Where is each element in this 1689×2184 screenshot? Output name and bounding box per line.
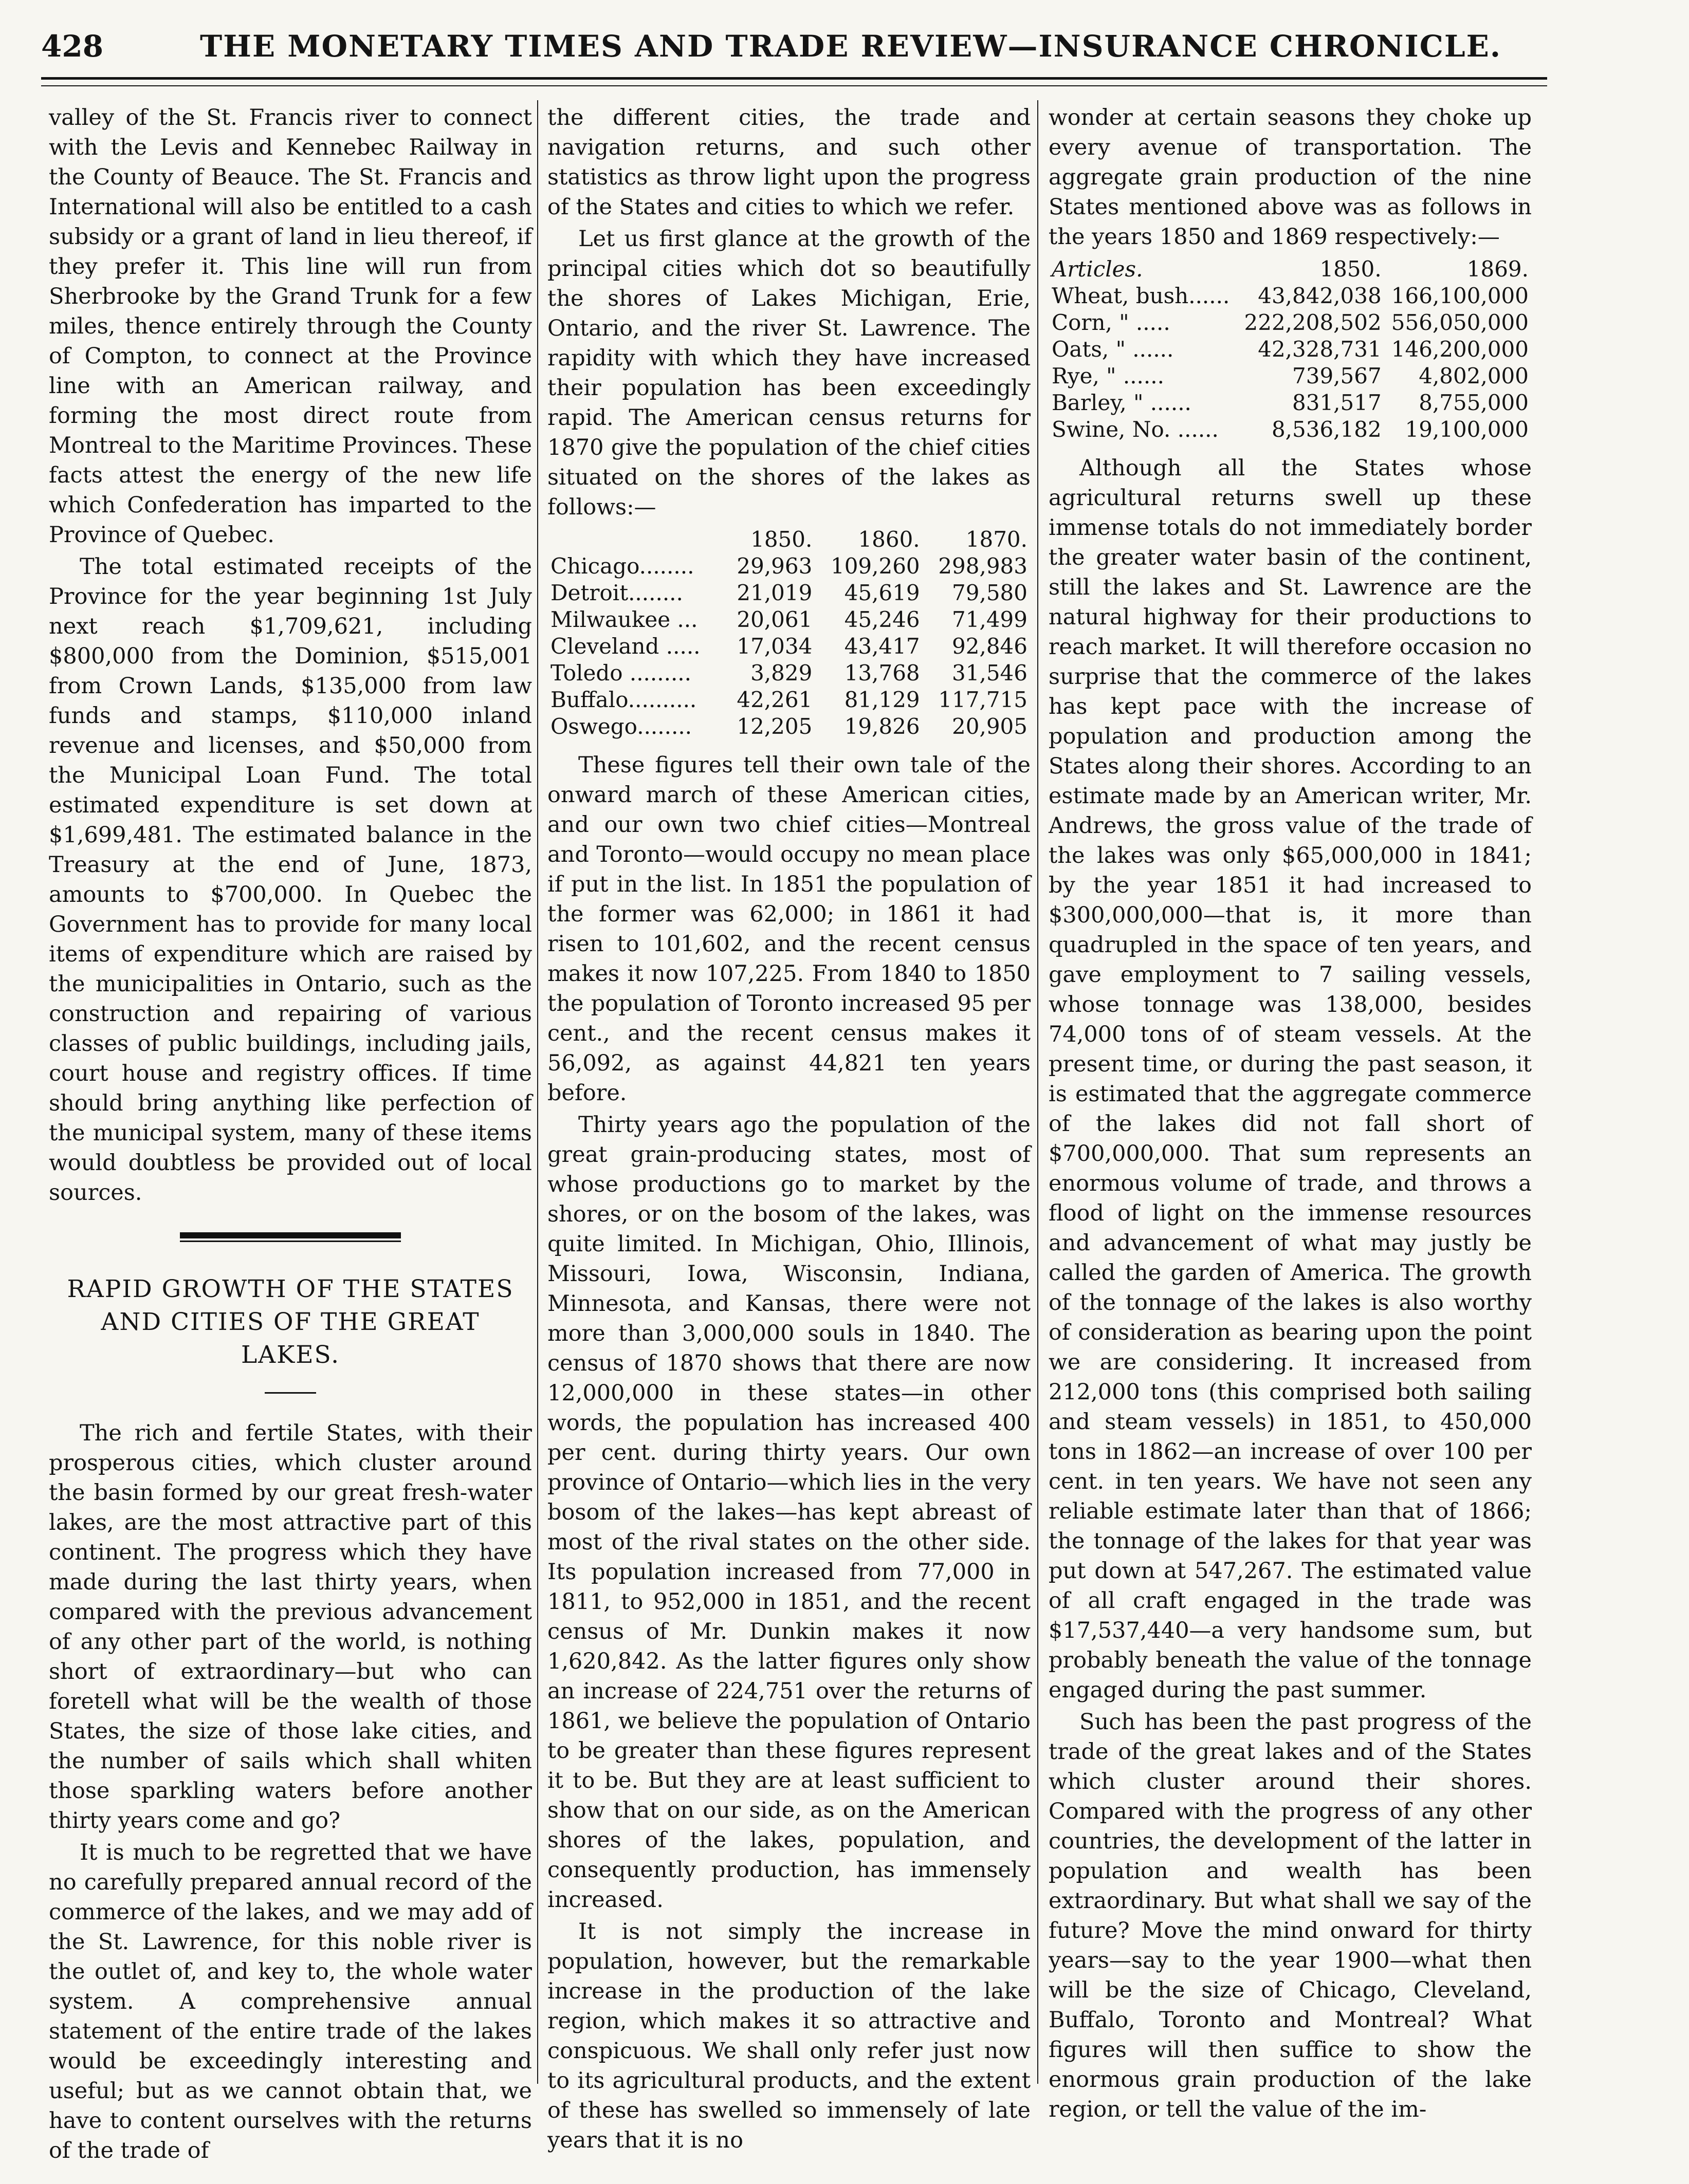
paragraph: Let us first glance at the growth of the principal cities which dot so beautifully the shores of Lakes Michigan, Erie, Ontario, and the river St. Lawrence. The rapidity with which they have increased their population has been exceedingly rapid. The American census returns for 1870 give the population of the chief cities situated on the shores of the lakes as follows:— <box>547 226 1031 520</box>
table-row <box>547 687 1031 713</box>
table-cell: 166,100,000 <box>1391 283 1529 308</box>
paragraph: Although all the States whose agricultural returns swell up these immense totals do not immediately border the greater water basin of the continent, still the lakes and St. Lawrence are the natural highway for their productions to reach market. It will therefore occasion no surprise that the commerce of the lakes has kept pace with the increase of population and production among the States along their shores. According to an estimate made by an American writer, Mr. Andrews, the gross value of the trade of the lakes was only $65,000,000 in 1841; by the year 1851 it had increased to $300,000,000—that is, it more than quadrupled in the space of ten years, and gave employment to 7 sailing vessels, whose tonnage was 138,000, besides 74,000 tons of of steam vessels. At the present time, or during the past season, it is estimated that the aggregate commerce of the lakes did not fall short of $700,000,000. That sum represents an enormous volume of trade, and throws a flood of light on the immense resources and advancement of what may justly be called the garden of America. The growth of the tonnage of the lakes is also worthy of consideration as bearing upon the point we are considering. It increased from 212,000 tons (this comprised both sailing and steam vessels) in 1851, to 450,000 tons in 1862—an increase of over 100 per cent. in ten years. We have not seen any reliable estimate later than that of 1866; the tonnage of the lakes for that year was put down at 547,267. The estimated value of all craft engaged in the trade was $17,537,440—a very handsome sum, but probably beneath the value of the tonnage engaged during the past summer. <box>1049 455 1532 1703</box>
table-row <box>1049 336 1532 363</box>
table-cell: Barley, " ...... <box>1052 390 1191 415</box>
table-cell: 17,034 <box>737 634 813 659</box>
paragraph: The total estimated receipts of the Province for the year beginning 1st July next reach $1,709,621, including $800,000 from the Dominion, $515,001 from Crown Lands, $135,000 from law funds and stamps, $110,000 inland revenue and licenses, and $50,000 from the Municipal Loan Fund. The total estimated expenditure is set down at $1,699,481. The estimated balance in the Treasury at the end of June, 1873, amounts to $700,000. In Quebec the Government has to provide for many local items of expenditure which are raised by the municipalities in Ontario, such as the construction and repairing of various classes of public buildings, including jails, court house and registry offices. If time should bring anything like perfection of the municipal system, many of these items would doubtless be provided out of local sources. <box>49 554 532 1206</box>
paragraph: wonder at certain seasons they choke up every avenue of transportation. The aggregate grain production of the nine States mentioned above was as follows in the years 1850 and 1869 respectively:— <box>1049 105 1532 250</box>
table-cell: Detroit........ <box>550 580 683 605</box>
table-header: 1869. <box>1466 256 1529 282</box>
table-cell: 45,619 <box>844 580 920 605</box>
table-header: 1870. <box>965 527 1027 552</box>
table-cell: 92,846 <box>952 634 1027 659</box>
table-cell: 831,517 <box>1292 390 1382 415</box>
table-cell: 42,328,731 <box>1258 337 1382 362</box>
table-cell: Chicago........ <box>550 553 694 579</box>
table-cell: 146,200,000 <box>1391 337 1529 362</box>
paragraph: Such has been the past progress of the trade of the great lakes and of the States which cluster around their shores. Compared with the progress of any other countries, the development of the latter in population and wealth has been extraordinary. But what shall we say of the future? Move the mind onward for thirty years—say to the year 1900—what then will be the size of Chicago, Cleveland, Buffalo, Toronto and Montreal? What figures will then suffice to show the enormous grain production of the lake region, or tell the value of the im- <box>1049 1709 1532 2122</box>
paragraph: Thirty years ago the population of the great grain-producing states, most of whose productions go to market by the shores, or on the bosom of the lakes, was quite limited. In Michigan, Ohio, Illinois, Missouri, Iowa, Wisconsin, Indiana, Minnesota, and Kansas, there were not more than 3,000,000 souls in 1840. The census of 1870 shows that there are now 12,000,000 in these states—in other words, the population has increased 400 per cent. during thirty years. Our own province of Ontario—which lies in the very bosom of the lakes—has kept abreast of most of the rival states on the other side. Its population increased from 77,000 in 1811, to 952,000 in 1851, and the recent census of Mr. Dunkin makes it now 1,620,842. As the latter figures only show an increase of 224,751 over the returns of 1861, we believe the population of Ontario to be greater than these figures represent it to be. But they are at least sufficient to show that on our side, as on the American shores of the lakes, population, and consequently production, has immensely increased. <box>547 1112 1031 1913</box>
table-cell: 19,826 <box>844 714 920 739</box>
city-population-table <box>547 526 1031 740</box>
table-cell: Buffalo.......... <box>550 687 697 712</box>
table-row <box>547 633 1031 660</box>
table-header: 1860. <box>858 527 920 552</box>
column-divider <box>537 100 538 2084</box>
table-cell: 81,129 <box>844 687 920 712</box>
table-cell: Oats, " ...... <box>1052 337 1174 362</box>
table-row <box>1049 416 1532 443</box>
table-cell: Toledo ......... <box>550 660 692 686</box>
table-cell: 12,205 <box>737 714 813 739</box>
table-cell: 29,963 <box>737 553 813 579</box>
table-row <box>1049 363 1532 390</box>
article-heading: RAPID GROWTH OF THE STATES AND CITIES OF THE GREAT LAKES. <box>67 1275 514 1369</box>
journal-title: THE MONETARY TIMES AND TRADE REVIEW—INSURANCE CHRONICLE. <box>199 29 1502 64</box>
table-cell: Oswego........ <box>550 714 692 739</box>
page-header <box>41 21 1583 72</box>
table-header: Articles. <box>1052 256 1143 282</box>
table-cell: Corn, " ..... <box>1052 310 1170 335</box>
table-cell: 21,019 <box>737 580 813 605</box>
table-header <box>547 526 723 553</box>
table-row <box>547 606 1031 633</box>
grain-production-table <box>1049 256 1532 443</box>
table-cell: Milwaukee ... <box>550 607 698 632</box>
table-cell: 109,260 <box>830 553 920 579</box>
paragraph: It is not simply the increase in population, however, but the remarkable increase in the production of the lake region, which makes it so attractive and conspicuous. We shall only refer just now to its agricultural products, and the extent of these has swelled so immensely of late years that it is no <box>547 1919 1031 2153</box>
column-3 <box>1049 103 1532 2122</box>
table-cell: 71,499 <box>952 607 1027 632</box>
paragraph: the different cities, the trade and navigation returns, and such other statistics as throw light upon the progress of the States and cities to which we refer. <box>547 105 1031 220</box>
page-number: 428 <box>41 29 104 64</box>
column-divider <box>1037 100 1038 2084</box>
table-cell: 4,802,000 <box>1419 363 1529 388</box>
table-cell: Wheat, bush...... <box>1052 283 1230 308</box>
section-rule-thin <box>180 1241 401 1242</box>
column-1 <box>49 103 532 2163</box>
table-cell: 79,580 <box>952 580 1027 605</box>
table-cell: Cleveland ..... <box>550 634 701 659</box>
table-cell: 13,768 <box>844 660 920 686</box>
table-cell: 117,715 <box>938 687 1027 712</box>
table-cell: 45,246 <box>844 607 920 632</box>
table-cell: 20,061 <box>737 607 813 632</box>
table-row <box>547 580 1031 606</box>
table-cell: Rye, " ...... <box>1052 363 1164 388</box>
table-cell: 43,842,038 <box>1258 283 1382 308</box>
table-cell: 8,755,000 <box>1419 390 1529 415</box>
table-row <box>547 713 1031 740</box>
table-row <box>547 660 1031 687</box>
column-2 <box>547 103 1031 2153</box>
table-row <box>1049 283 1532 309</box>
table-row <box>1049 390 1532 416</box>
paragraph: It is much to be regretted that we have no carefully prepared annual record of the commerce of the lakes, and we may add of the St. Lawrence, for this noble river is the outlet of, and key to, the whole water system. A comprehensive annual statement of the entire trade of the lakes would be exceedingly interesting and useful; but as we cannot obtain that, we have to content ourselves with the returns of the trade of <box>49 1840 532 2163</box>
section-rule-thick <box>180 1232 401 1238</box>
table-cell: 222,208,502 <box>1244 310 1382 335</box>
table-cell: 3,829 <box>750 660 813 686</box>
table-cell: 20,905 <box>952 714 1027 739</box>
table-header: 1850. <box>1319 256 1382 282</box>
header-rule-thick <box>41 77 1547 80</box>
table-cell: Swine, No. ...... <box>1052 417 1219 442</box>
table-cell: 298,983 <box>938 553 1027 579</box>
paragraph: The rich and fertile States, with their prosperous cities, which cluster around the basin formed by our great fresh-water lakes, are the most attractive part of this continent. The progress which they have made during the last thirty years, when compared with the previous advancement of any other part of the world, is nothing short of extraordinary—but who can foretell what will be the wealth of those States, the size of those lake cities, and the number of sails which shall whiten those sparkling waters before another thirty years come and go? <box>49 1420 532 1834</box>
table-row <box>547 553 1031 580</box>
table-row <box>1049 309 1532 336</box>
table-cell: 19,100,000 <box>1405 417 1529 442</box>
header-rule-thin <box>41 85 1547 86</box>
paragraph: valley of the St. Francis river to connect with the Levis and Kennebec Railway in the County of Beauce. The St. Francis and International will also be entitled to a cash subsidy or a grant of land in lieu thereof, if they prefer it. This line will run from Sherbrooke by the Grand Trunk for a few miles, thence entirely through the County of Compton, to connect at the Province line with an American railway, and forming the most direct route from Montreal to the Maritime Provinces. These facts attest the energy of the new life which Confederation has imparted to the Province of Quebec. <box>49 105 532 548</box>
table-cell: 739,567 <box>1292 363 1382 388</box>
paragraph: These figures tell their own tale of the onward march of these American cities, and our own two chief cities—Montreal and Toronto—would occupy no mean place if put in the list. In 1851 the population of the former was 62,000; in 1861 it had risen to 101,602, and the recent census makes it now 107,225. From 1840 to 1850 the population of Toronto increased 95 per cent., and the recent census makes it 56,092, as against 44,821 ten years before. <box>547 752 1031 1106</box>
table-header-row <box>1049 256 1532 283</box>
table-cell: 8,536,182 <box>1271 417 1382 442</box>
table-cell: 556,050,000 <box>1391 310 1529 335</box>
table-cell: 31,546 <box>952 660 1027 686</box>
heading-rule <box>265 1392 316 1394</box>
table-header-row <box>547 526 1031 553</box>
table-header: 1850. <box>750 527 813 552</box>
table-cell: 42,261 <box>737 687 813 712</box>
table-cell: 43,417 <box>844 634 920 659</box>
